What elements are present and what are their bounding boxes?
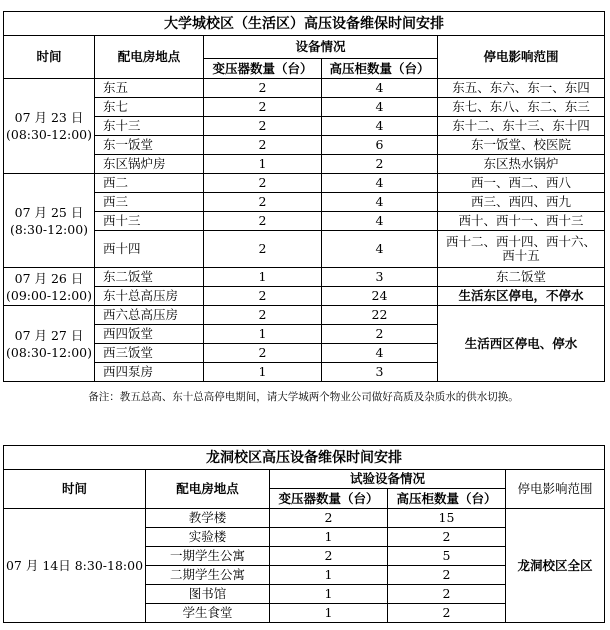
location-cell: 东一饭堂: [95, 136, 204, 155]
table-note: 备注：教五总高、东十总高停电期间，请大学城两个物业公司做好高质及杂质水的供水切换。: [88, 391, 519, 403]
date-cell: [4, 268, 95, 306]
date-cell: [4, 79, 95, 174]
cabinets-cell: 2: [388, 604, 506, 623]
time-cell: 07 月 14日 8:30-18:00: [4, 509, 146, 623]
header-location: 配电房地点: [95, 36, 204, 79]
table-row: [4, 509, 605, 528]
transformers-cell: 2: [204, 117, 322, 136]
cabinets-cell: 15: [388, 509, 506, 528]
scope-cell: 龙洞校区全区: [506, 509, 605, 623]
transformers-cell: 2: [204, 136, 322, 155]
scope-cell: [438, 231, 605, 268]
cabinets-cell: 2: [388, 528, 506, 547]
cabinets-cell: 3: [322, 268, 438, 287]
header-transformers: 变压器数量（台）: [204, 59, 322, 79]
cabinets-cell: 3: [322, 363, 438, 382]
time-text: (8:30-12:00): [9, 221, 89, 237]
table-row: [4, 231, 605, 268]
transformers-cell: 2: [204, 287, 322, 306]
scope-cell: 西三、西四、西九: [438, 193, 605, 212]
location-cell: 东区锅炉房: [95, 155, 204, 174]
table-row: [4, 268, 605, 287]
location-cell: 二期学生公寓: [146, 566, 270, 585]
campus-maintenance-table: [3, 11, 605, 382]
transformers-cell: 2: [204, 98, 322, 117]
scope-cell: 生活东区停电，不停水: [438, 287, 605, 306]
header-scope: 停电影响范围: [438, 36, 605, 79]
transformers-cell: 1: [270, 566, 388, 585]
location-cell: 西十四: [95, 231, 204, 268]
cabinets-cell: 4: [322, 174, 438, 193]
transformers-cell: 2: [204, 231, 322, 268]
table-row: [4, 117, 605, 136]
transformers-cell: 2: [204, 193, 322, 212]
location-cell: 西四饭堂: [95, 325, 204, 344]
location-cell: 东五: [95, 79, 204, 98]
location-cell: 东二饭堂: [95, 268, 204, 287]
location-cell: 西六总高压房: [95, 306, 204, 325]
header-cabinets: 高压柜数量（台）: [322, 59, 438, 79]
transformers-cell: 1: [204, 268, 322, 287]
transformers-cell: 2: [204, 174, 322, 193]
location-cell: 学生食堂: [146, 604, 270, 623]
header-equipment: 设备情况: [204, 36, 438, 59]
location-cell: 东七: [95, 98, 204, 117]
location-cell: 西三饭堂: [95, 344, 204, 363]
location-cell: 西十三: [95, 212, 204, 231]
table-title: 龙洞校区高压设备维保时间安排: [4, 446, 605, 470]
location-cell: 东十三: [95, 117, 204, 136]
transformers-cell: 1: [204, 155, 322, 174]
cabinets-cell: 4: [322, 193, 438, 212]
header-scope: 停电影响范围: [506, 470, 605, 509]
date-text: 07 月 26 日: [14, 270, 84, 286]
cabinets-cell: 2: [388, 566, 506, 585]
location-cell: 一期学生公寓: [146, 547, 270, 566]
header-transformers: 变压器数量（台）: [270, 489, 388, 509]
transformers-cell: 2: [204, 306, 322, 325]
date-cell: [4, 306, 95, 382]
cabinets-cell: 6: [322, 136, 438, 155]
cabinets-cell: 4: [322, 117, 438, 136]
header-equipment: 试验设备情况: [270, 470, 506, 489]
transformers-cell: 2: [270, 509, 388, 528]
cabinets-cell: 4: [322, 231, 438, 268]
header-time: 时间: [4, 470, 146, 509]
time-text: (09:00-12:00): [5, 287, 93, 303]
cabinets-cell: 4: [322, 344, 438, 363]
longdong-maintenance-table: [3, 445, 605, 623]
table-row: [4, 155, 605, 174]
cabinets-cell: 22: [322, 306, 438, 325]
cabinets-cell: 4: [322, 98, 438, 117]
table-row: [4, 306, 605, 325]
scope-line: 西十二、西十四、西十六、: [446, 234, 597, 249]
table-row: [4, 98, 605, 117]
header-time: 时间: [4, 36, 95, 79]
table-row: [4, 136, 605, 155]
transformers-cell: 1: [270, 604, 388, 623]
table-row: [4, 174, 605, 193]
table-row: [4, 79, 605, 98]
transformers-cell: 1: [204, 325, 322, 344]
location-cell: 西三: [95, 193, 204, 212]
transformers-cell: 2: [204, 212, 322, 231]
scope-cell: 东一饭堂、校医院: [438, 136, 605, 155]
transformers-cell: 2: [270, 547, 388, 566]
location-cell: 西二: [95, 174, 204, 193]
time-text: (08:30-12:00): [5, 127, 93, 142]
cabinets-cell: 4: [322, 79, 438, 98]
location-cell: 实验楼: [146, 528, 270, 547]
header-cabinets: 高压柜数量（台）: [388, 489, 506, 509]
location-cell: 图书馆: [146, 585, 270, 604]
cabinets-cell: 2: [322, 325, 438, 344]
transformers-cell: 1: [270, 528, 388, 547]
cabinets-cell: 4: [322, 212, 438, 231]
scope-cell: 东十二、东十三、东十四: [438, 117, 605, 136]
scope-cell: 东区热水锅炉: [438, 155, 605, 174]
scope-cell: 西十、西十一、西十三: [438, 212, 605, 231]
cabinets-cell: 5: [388, 547, 506, 566]
transformers-cell: 1: [204, 363, 322, 382]
transformers-cell: 1: [270, 585, 388, 604]
location-cell: 东十总高压房: [95, 287, 204, 306]
transformers-cell: 2: [204, 344, 322, 363]
cabinets-cell: 24: [322, 287, 438, 306]
scope-cell: 东二饭堂: [438, 268, 605, 287]
time-text: (08:30-12:00): [5, 344, 93, 360]
table-title: 大学城校区（生活区）高压设备维保时间安排: [4, 12, 605, 36]
date-cell: [4, 174, 95, 268]
date-text: 07 月 23 日: [14, 110, 84, 125]
scope-line: 西十五: [502, 248, 540, 263]
location-cell: 西四泵房: [95, 363, 204, 382]
table-row: [4, 193, 605, 212]
table-row: [4, 212, 605, 231]
scope-cell: 东七、东八、东二、东三: [438, 98, 605, 117]
table-row: [4, 287, 605, 306]
scope-cell: 东五、东六、东一、东四: [438, 79, 605, 98]
date-text: 07 月 27 日: [14, 327, 84, 343]
header-location: 配电房地点: [146, 470, 270, 509]
cabinets-cell: 2: [322, 155, 438, 174]
cabinets-cell: 2: [388, 585, 506, 604]
scope-cell: 西一、西二、西八: [438, 174, 605, 193]
location-cell: 教学楼: [146, 509, 270, 528]
scope-cell: 生活西区停电、停水: [438, 306, 605, 382]
transformers-cell: 2: [204, 79, 322, 98]
date-text: 07 月 25 日: [14, 204, 84, 220]
